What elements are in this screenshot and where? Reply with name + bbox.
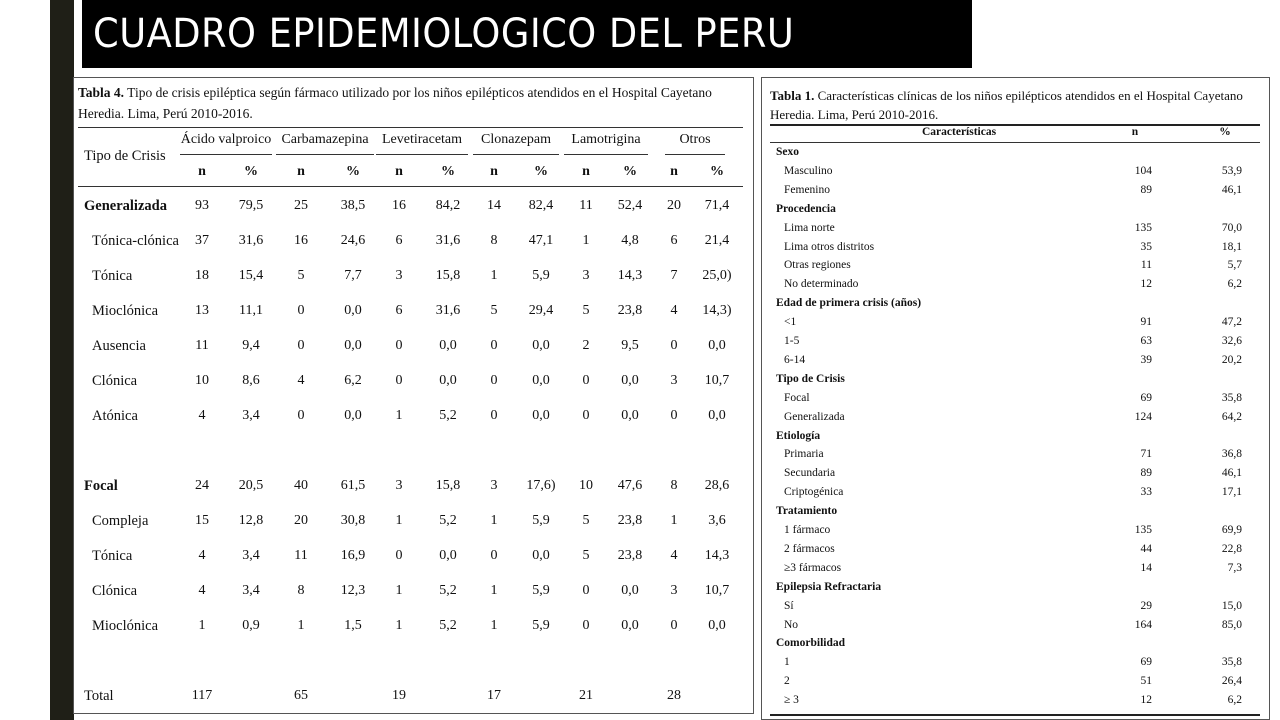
table4-cell: 0 — [582, 373, 590, 388]
table1-row-label: Criptogénica — [784, 486, 844, 498]
table1-row-label: 2 fármacos — [784, 543, 835, 555]
table4-cell: 0,0 — [439, 548, 457, 563]
table1-header-characteristics: Características — [922, 126, 997, 138]
table4-cell: 61,5 — [340, 478, 366, 493]
table-rule — [770, 124, 1260, 126]
table1-cell-n: 104 — [1134, 165, 1152, 177]
table4-cell: 20 — [667, 198, 681, 213]
table4-cell: 1 — [297, 618, 305, 633]
table-rule — [564, 154, 648, 155]
table4-cell: 16,9 — [340, 548, 366, 563]
table4-cell: 3 — [490, 478, 498, 493]
table1-cell-n: 14 — [1140, 562, 1152, 574]
table1-row-label: 1 fármaco — [784, 524, 831, 536]
table4-cell: 0 — [395, 338, 403, 353]
table4-cell: 3,4 — [242, 548, 260, 563]
table4-cell: 0,0 — [621, 618, 639, 633]
table4-subheader-n: n — [297, 164, 305, 179]
table4-cell: 0,0 — [532, 338, 550, 353]
table4-subheader-pct: % — [244, 164, 258, 179]
table4-cell: 0 — [297, 303, 305, 318]
table4-cell: 52,4 — [617, 198, 643, 213]
table4-subheader-n: n — [582, 164, 590, 179]
table1-cell-pct: 20,2 — [1221, 354, 1242, 366]
table1-cell-pct: 85,0 — [1221, 619, 1242, 631]
table4-cell: 0 — [395, 373, 403, 388]
table4-cell: 10,7 — [704, 583, 730, 598]
table1-header-n: n — [1131, 126, 1139, 138]
table4-cell: 21,4 — [704, 233, 730, 248]
table4-cell: 1 — [395, 618, 403, 633]
table4-cell: 3,6 — [708, 513, 726, 528]
table1-row-label: Generalizada — [784, 411, 845, 423]
table1-caption-text: Características clínicas de los niños epilépticos atendidos en el Hospital Cayetano Heredia. Lima, Perú 2010-2016. — [770, 88, 1243, 122]
table4-cell: 12,3 — [340, 583, 366, 598]
table4-cell: 79,5 — [238, 198, 264, 213]
table4-drug-header: Clonazepam — [481, 132, 551, 147]
table4-cell: 4 — [670, 548, 678, 563]
table4-cell: 13 — [195, 303, 209, 318]
table-rule — [78, 186, 743, 187]
table4-cell: 6 — [670, 233, 678, 248]
table4-cell: 1 — [582, 233, 590, 248]
table4-cell: 8 — [670, 478, 678, 493]
table1-row-label: Tratamiento — [776, 505, 838, 517]
table4-cell: 1 — [490, 513, 498, 528]
table4-subheader-n: n — [670, 164, 678, 179]
table1-header-pct: % — [1219, 126, 1231, 138]
table1-row-label: Lima otros distritos — [784, 241, 875, 253]
table4-cell: 0 — [582, 408, 590, 423]
table4-cell: 14,3 — [617, 268, 643, 283]
table1-cell-pct: 69,9 — [1221, 524, 1242, 536]
table1-cell-n: 135 — [1134, 222, 1152, 234]
slide-title: CUADRO EPIDEMIOLOGICO DEL PERU — [93, 11, 795, 57]
table4-row-label: Generalizada — [84, 198, 167, 214]
table4-cell: 23,8 — [617, 513, 643, 528]
table4-cell: 0,0 — [344, 303, 362, 318]
table1-cell-pct: 7,3 — [1227, 562, 1242, 574]
table4-cell: 4 — [670, 303, 678, 318]
table4-cell: 25 — [294, 198, 308, 213]
table4-cell: 3 — [670, 583, 678, 598]
table4-cell: 5,9 — [532, 618, 550, 633]
table1-caption — [770, 86, 1260, 124]
table4-cell: 31,6 — [435, 303, 461, 318]
table4-cell: 84,2 — [435, 198, 461, 213]
table1-cell-n: 12 — [1140, 694, 1152, 706]
table4-cell: 38,5 — [340, 198, 366, 213]
table4-subheader-n: n — [198, 164, 206, 179]
table1-row-label: 1 — [784, 656, 790, 668]
table4-row-label: Tónica — [92, 268, 133, 284]
table4-cell: 0,0 — [439, 373, 457, 388]
table4-cell: 8 — [297, 583, 305, 598]
table4-cell: 20 — [294, 513, 308, 528]
table4-cell: 0,0 — [532, 548, 550, 563]
table1-row-label: Otras regiones — [784, 259, 851, 271]
table1-image-panel — [761, 77, 1270, 720]
slide-title-box — [82, 0, 972, 68]
table4-subheader-n: n — [490, 164, 498, 179]
table4-cell: 10 — [195, 373, 209, 388]
table4-cell: 5 — [582, 513, 590, 528]
table4-cell: 2 — [582, 338, 590, 353]
table1-caption-label: Tabla 1. — [770, 88, 815, 103]
table4-cell: 0,0 — [344, 408, 362, 423]
table4-cell: 0,0 — [532, 373, 550, 388]
table4-cell: 5,9 — [532, 513, 550, 528]
table4-drug-header: Ácido valproico — [180, 132, 272, 147]
table1-cell-pct: 35,8 — [1221, 392, 1242, 404]
table4-cell: 17,6) — [526, 478, 556, 493]
table4-cell: 1 — [395, 513, 403, 528]
table4-cell: 31,6 — [435, 233, 461, 248]
table-rule — [770, 142, 1260, 143]
table-rule — [376, 154, 468, 155]
table-rule — [276, 154, 374, 155]
table1-row-label: 6-14 — [784, 354, 806, 366]
table4-cell: 1 — [670, 513, 678, 528]
table4-cell: 11 — [579, 198, 593, 213]
table1-row-label: Lima norte — [784, 222, 835, 234]
table-rule — [770, 714, 1260, 716]
table4-cell: 16 — [294, 233, 308, 248]
table4-row-label: Mioclónica — [92, 303, 159, 319]
table4-cell: 15,8 — [435, 478, 461, 493]
table4-row-label: Focal — [84, 478, 118, 494]
table4-cell: 47,1 — [528, 233, 554, 248]
table4-cell: 30,8 — [340, 513, 366, 528]
table1-cell-n: 89 — [1140, 467, 1152, 479]
table4-cell: 0,9 — [242, 618, 260, 633]
table4-cell: 4 — [198, 583, 206, 598]
table1-cell-pct: 36,8 — [1221, 448, 1242, 460]
table4-cell: 15,4 — [238, 268, 264, 283]
table4-cell: 0 — [670, 408, 678, 423]
table4-cell: 24,6 — [340, 233, 366, 248]
table1-cell-pct: 26,4 — [1221, 675, 1242, 687]
table1-row-label: Sí — [784, 600, 794, 612]
table1-row-label: Secundaria — [784, 467, 836, 479]
table1-row-label: 2 — [784, 675, 790, 687]
table1-cell-n: 33 — [1140, 486, 1152, 498]
table4-subheader-pct: % — [441, 164, 455, 179]
table1-row-label: 1-5 — [784, 335, 800, 347]
table4-cell: 1,5 — [344, 618, 362, 633]
table-rule — [180, 154, 272, 155]
table4-cell: 5,2 — [439, 513, 457, 528]
table4-cell: 1 — [395, 408, 403, 423]
table4-total-cell: 65 — [294, 688, 308, 703]
table1-cell-pct: 6,2 — [1227, 278, 1242, 290]
table4-cell: 0,0 — [708, 408, 726, 423]
table4-cell: 0 — [490, 408, 498, 423]
table4-cell: 0 — [582, 618, 590, 633]
table4-cell: 0 — [582, 583, 590, 598]
table4-cell: 0,0 — [621, 583, 639, 598]
table1-row-label: Masculino — [784, 165, 833, 177]
table1-cell-pct: 70,0 — [1221, 222, 1242, 234]
table1-cell-pct: 47,2 — [1221, 316, 1242, 328]
table4-caption-label: Tabla 4. — [78, 85, 125, 100]
table1-cell-pct: 46,1 — [1221, 467, 1242, 479]
table4-subheader-pct: % — [534, 164, 548, 179]
table4-cell: 0,0 — [344, 338, 362, 353]
table1-cell-n: 29 — [1140, 600, 1152, 612]
table4-total-label: Total — [84, 688, 114, 704]
table-rule — [665, 154, 725, 155]
table4-cell: 4 — [198, 408, 206, 423]
table4-cell: 15,8 — [435, 268, 461, 283]
table4-cell: 5,9 — [532, 583, 550, 598]
table4-cell: 23,8 — [617, 548, 643, 563]
table4-cell: 4 — [198, 548, 206, 563]
table4-cell: 5 — [297, 268, 305, 283]
table4-row-header: Tipo de Crisis — [84, 148, 166, 164]
table4-cell: 14,3) — [702, 303, 732, 318]
table4-cell: 11 — [195, 338, 209, 353]
table4-cell: 37 — [195, 233, 209, 248]
table4-cell: 9,5 — [621, 338, 639, 353]
table4-cell: 0 — [490, 548, 498, 563]
table4-row-label: Tónica — [92, 548, 133, 564]
table1-row-label: No — [784, 619, 799, 631]
table4-cell: 5,2 — [439, 618, 457, 633]
table1-cell-pct: 6,2 — [1227, 694, 1242, 706]
table4-cell: 3 — [670, 373, 678, 388]
table4-cell: 5 — [490, 303, 498, 318]
table1-row-label: Epilepsia Refractaria — [776, 581, 882, 593]
table4-cell: 5 — [582, 303, 590, 318]
table1-row-label: Edad de primera crisis (años) — [776, 297, 922, 309]
table4-cell: 25,0) — [702, 268, 732, 283]
table4-cell: 3,4 — [242, 583, 260, 598]
table1-row-label: Primaria — [784, 448, 824, 460]
table4-subheader-pct: % — [710, 164, 724, 179]
table4-cell: 0 — [297, 338, 305, 353]
table4-cell: 14,3 — [704, 548, 730, 563]
table4-total-cell: 117 — [191, 688, 213, 703]
table4-row-label: Clónica — [92, 373, 138, 389]
table1-cell-pct: 15,0 — [1221, 600, 1242, 612]
table4-cell: 93 — [195, 198, 209, 213]
table4-cell: 1 — [395, 583, 403, 598]
table4-subheader-n: n — [395, 164, 403, 179]
table4-cell: 0 — [297, 408, 305, 423]
table4-cell: 7,7 — [344, 268, 362, 283]
table4-cell: 0,0 — [621, 408, 639, 423]
table1-cell-pct: 5,7 — [1227, 259, 1242, 271]
table-rule — [473, 154, 559, 155]
table4-cell: 8 — [490, 233, 498, 248]
table1-cell-n: 51 — [1140, 675, 1152, 687]
table4-row-label: Clónica — [92, 583, 138, 599]
table4-cell: 20,5 — [238, 478, 264, 493]
table4-cell: 11,1 — [239, 303, 263, 318]
table1-cell-n: 124 — [1134, 411, 1152, 423]
slide-accent-bar — [50, 0, 74, 720]
table-rule — [78, 127, 743, 128]
table1-cell-pct: 64,2 — [1221, 411, 1242, 423]
table1-cell-n: 71 — [1140, 448, 1152, 460]
table1-cell-n: 69 — [1140, 656, 1152, 668]
table1-cell-n: 69 — [1140, 392, 1152, 404]
table4-cell: 6 — [395, 233, 403, 248]
table4-cell: 4,8 — [621, 233, 639, 248]
table4-cell: 0,0 — [532, 408, 550, 423]
table4-cell: 10,7 — [704, 373, 730, 388]
table4-cell: 23,8 — [617, 303, 643, 318]
table1-cell-n: 44 — [1140, 543, 1152, 555]
table4-cell: 0,0 — [621, 373, 639, 388]
table4-cell: 5,9 — [532, 268, 550, 283]
table1-cell-n: 135 — [1134, 524, 1152, 536]
table4-total-cell: 21 — [579, 688, 593, 703]
table4-cell: 10 — [579, 478, 593, 493]
table4-cell: 29,4 — [528, 303, 554, 318]
table4-cell: 1 — [490, 268, 498, 283]
table1-row-label: Comorbilidad — [776, 637, 846, 649]
table4-cell: 3 — [582, 268, 590, 283]
table4-caption — [78, 82, 743, 124]
table4-drug-header: Levetiracetam — [381, 132, 463, 147]
table4-cell: 0 — [395, 548, 403, 563]
table1-cell-pct: 53,9 — [1221, 165, 1242, 177]
table4-cell: 16 — [392, 198, 406, 213]
table4-cell: 15 — [195, 513, 209, 528]
table4-image-panel — [73, 77, 754, 714]
table1-row-label: Focal — [784, 392, 810, 404]
table4-cell: 3,4 — [242, 408, 260, 423]
table4-cell: 82,4 — [528, 198, 554, 213]
table4-drug-header: Carbamazepina — [281, 132, 369, 147]
table4-cell: 1 — [490, 583, 498, 598]
table4-drug-header: Otros — [679, 132, 711, 147]
table1-cell-pct: 22,8 — [1221, 543, 1242, 555]
table4-cell: 28,6 — [704, 478, 730, 493]
table4-cell: 0 — [670, 338, 678, 353]
table1-cell-n: 91 — [1140, 316, 1152, 328]
table1-cell-n: 63 — [1140, 335, 1152, 347]
table1-cell-n: 39 — [1140, 354, 1152, 366]
table1-cell-pct: 46,1 — [1221, 184, 1242, 196]
table4-cell: 8,6 — [242, 373, 260, 388]
table4-cell: 3 — [395, 478, 403, 493]
table4-cell: 0 — [490, 338, 498, 353]
table4-total-cell: 17 — [487, 688, 501, 703]
table1-row-label: Sexo — [776, 146, 799, 158]
table4-cell: 47,6 — [617, 478, 643, 493]
table4-cell: 7 — [670, 268, 678, 283]
table1-cell-n: 164 — [1134, 619, 1152, 631]
table1-cell-n: 12 — [1140, 278, 1152, 290]
table4-total-cell: 19 — [392, 688, 406, 703]
table1-row-label: <1 — [784, 316, 797, 328]
table4-cell: 24 — [195, 478, 209, 493]
table4-subheader-pct: % — [623, 164, 637, 179]
table1-row-label: ≥3 fármacos — [784, 562, 842, 574]
table1-cell-pct: 17,1 — [1221, 486, 1242, 498]
table4-cell: 71,4 — [704, 198, 730, 213]
table4-cell: 0,0 — [708, 618, 726, 633]
table1-row-label: Tipo de Crisis — [776, 373, 845, 385]
table1-cell-pct: 32,6 — [1221, 335, 1242, 347]
table1-row-label: Femenino — [784, 184, 830, 196]
table1-row-label: ≥ 3 — [784, 694, 799, 706]
table4-cell: 1 — [490, 618, 498, 633]
table4-row-label: Atónica — [92, 408, 138, 424]
table4-cell: 1 — [198, 618, 206, 633]
table1-cell-n: 35 — [1140, 241, 1152, 253]
table4-cell: 5,2 — [439, 583, 457, 598]
table4-cell: 18 — [195, 268, 209, 283]
table1-cell-n: 11 — [1140, 259, 1152, 271]
table4-caption-text: Tipo de crisis epiléptica según fármaco utilizado por los niños epilépticos atendidos en el Hospital Cayetano Heredia. Lima, Perú 2010-2016. — [78, 85, 712, 121]
table4-row-label: Mioclónica — [92, 618, 159, 634]
table4-cell: 0 — [670, 618, 678, 633]
table4-row-label: Compleja — [92, 513, 149, 529]
table4-total-cell: 28 — [667, 688, 681, 703]
table4-cell: 5 — [582, 548, 590, 563]
table4-cell: 6,2 — [344, 373, 362, 388]
table4-drug-header: Lamotrigina — [571, 132, 641, 147]
table1-row-label: Etiología — [776, 430, 821, 442]
table1-cell-pct: 18,1 — [1221, 241, 1242, 253]
table4-cell: 0,0 — [708, 338, 726, 353]
table4-cell: 40 — [294, 478, 308, 493]
table4-cell: 9,4 — [242, 338, 260, 353]
table1-row-label: Procedencia — [776, 203, 836, 215]
table4-cell: 3 — [395, 268, 403, 283]
table4-cell: 0 — [490, 373, 498, 388]
table4-cell: 0,0 — [439, 338, 457, 353]
table4-cell: 31,6 — [238, 233, 264, 248]
table1-row-label: No determinado — [784, 278, 859, 290]
table4-cell: 6 — [395, 303, 403, 318]
table4-cell: 12,8 — [238, 513, 264, 528]
table1-cell-n: 89 — [1140, 184, 1152, 196]
table4-cell: 11 — [294, 548, 308, 563]
table4-cell: 5,2 — [439, 408, 457, 423]
table4-subheader-pct: % — [346, 164, 360, 179]
table4-row-label: Ausencia — [92, 338, 146, 354]
table4-cell: 4 — [297, 373, 305, 388]
table1-cell-pct: 35,8 — [1221, 656, 1242, 668]
table4-cell: 14 — [487, 198, 501, 213]
table4-row-label: Tónica-clónica — [92, 233, 179, 249]
